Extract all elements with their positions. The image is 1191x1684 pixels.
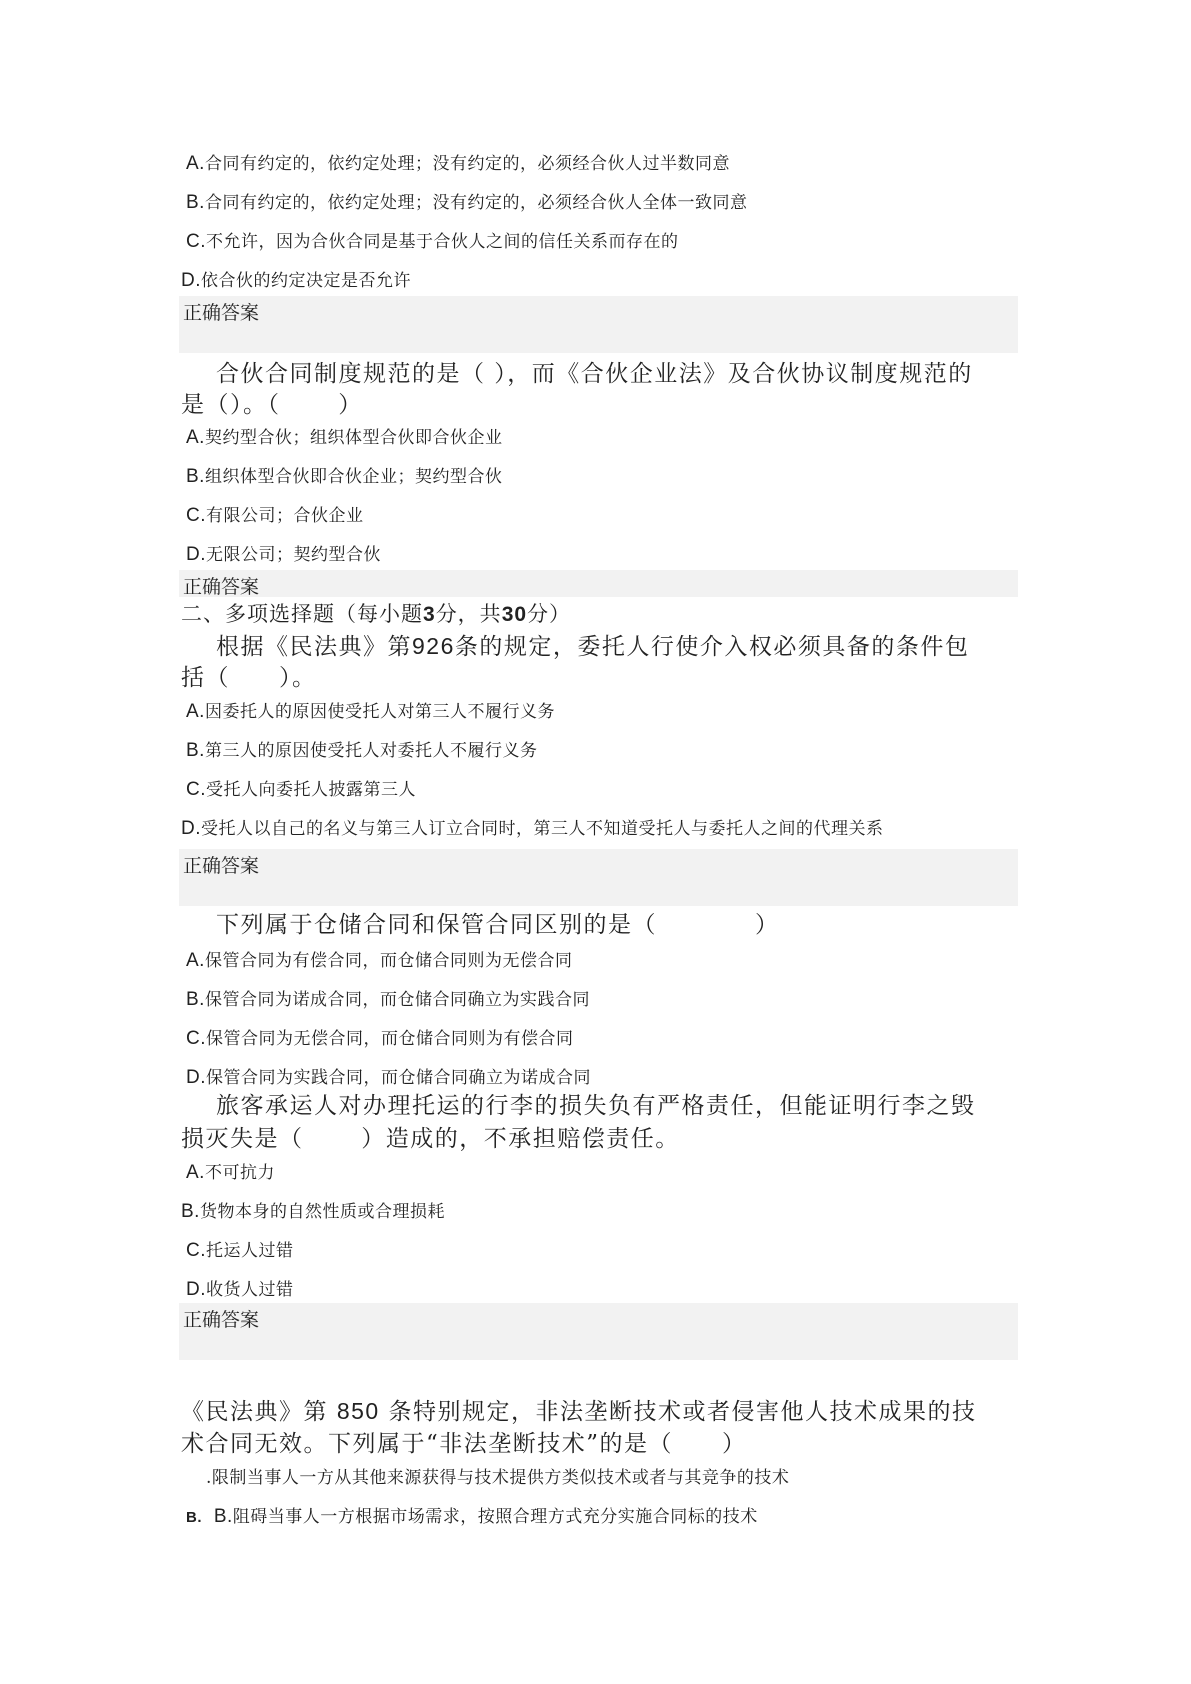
q4-option-d: D.保管合同为实践合同，而仓储合同确立为诺成合同: [186, 1067, 591, 1088]
q2-option-c: C.有限公司；合伙企业: [186, 505, 364, 526]
q6-option-a: .限制当事人一方从其他来源获得与技术提供方类似技术或者与其竞争的技术: [206, 1468, 790, 1488]
q2-option-b: B.组织体型合伙即合伙企业；契约型合伙: [186, 466, 503, 487]
q3-option-c: C.受托人向委托人披露第三人: [186, 779, 416, 800]
q5-option-b: B.货物本身的自然性质或合理损耗: [181, 1201, 445, 1222]
q3-option-d: D.受托人以自己的名义与第三人订立合同时，第三人不知道受托人与委托人之间的代理关系: [181, 818, 884, 839]
q4-option-a: A.保管合同为有偿合同，而仓储合同则为无偿合同: [186, 950, 573, 971]
q2-answer-box: [179, 570, 1018, 597]
q2-stem-line1: 合伙合同制度规范的是（ ），而《合伙企业法》及合伙协议制度规范的: [216, 361, 973, 387]
q3-answer-label: 正确答案: [183, 855, 260, 877]
q5-option-d: D.收货人过错: [186, 1279, 294, 1300]
q3-stem-line2: 括（ ）。: [181, 665, 317, 691]
q5-stem-line2: 损灭失是（ ）造成的，不承担赔偿责任。: [181, 1126, 680, 1152]
q3-answer-box: [179, 849, 1018, 906]
q5-option-a: A.不可抗力: [186, 1162, 275, 1183]
q1-answer-box: [179, 296, 1018, 353]
q5-option-c: C.托运人过错: [186, 1240, 294, 1261]
q1-option-c: C.不允许，因为合伙合同是基于合伙人之间的信任关系而存在的: [186, 231, 679, 252]
q4-option-b: B.保管合同为诺成合同，而仓储合同确立为实践合同: [186, 989, 590, 1010]
q5-answer-label: 正确答案: [183, 1309, 260, 1331]
q1-option-a: A.合同有约定的，依约定处理；没有约定的，必须经合伙人过半数同意: [186, 153, 730, 174]
q3-stem-line1: 根据《民法典》第926条的规定，委托人行使介入权必须具备的条件包: [216, 633, 970, 660]
q2-answer-label: 正确答案: [183, 576, 260, 598]
q6-option-b-prefix: B.: [186, 1509, 202, 1526]
q6-stem-line1: 《民法典》第 850 条特别规定，非法垄断技术或者侵害他人技术成果的技: [181, 1398, 977, 1425]
q5-answer-box: [179, 1303, 1018, 1360]
q3-option-a: A.因委托人的原因使受托人对第三人不履行义务: [186, 701, 555, 722]
q1-option-b: B.合同有约定的，依约定处理；没有约定的，必须经合伙人全体一致同意: [186, 192, 748, 213]
q1-option-d: D.依合伙的约定决定是否允许: [181, 270, 411, 291]
q2-stem-line2: 是（）。（ ）: [181, 392, 363, 418]
q4-stem-line1: 下列属于仓储合同和保管合同区别的是（ ）: [216, 912, 780, 938]
q5-stem-line1: 旅客承运人对办理托运的行李的损失负有严格责任，但能证明行李之毁: [216, 1093, 976, 1119]
q2-option-a: A.契约型合伙；组织体型合伙即合伙企业: [186, 427, 503, 448]
q2-option-d: D.无限公司；契约型合伙: [186, 544, 381, 565]
q3-option-b: B.第三人的原因使受托人对委托人不履行义务: [186, 740, 538, 761]
q6-option-b: B. B.阻碍当事人一方根据市场需求，按照合理方式充分实施合同标的技术: [186, 1506, 758, 1527]
section-2-heading: 二、多项选择题（每小题3分，共30分）: [181, 602, 572, 626]
q6-stem-line2: 术合同无效。下列属于“非法垄断技术”的是（ ）: [181, 1431, 747, 1457]
q4-option-c: C.保管合同为无偿合同，而仓储合同则为有偿合同: [186, 1028, 574, 1049]
q1-answer-label: 正确答案: [183, 302, 260, 324]
